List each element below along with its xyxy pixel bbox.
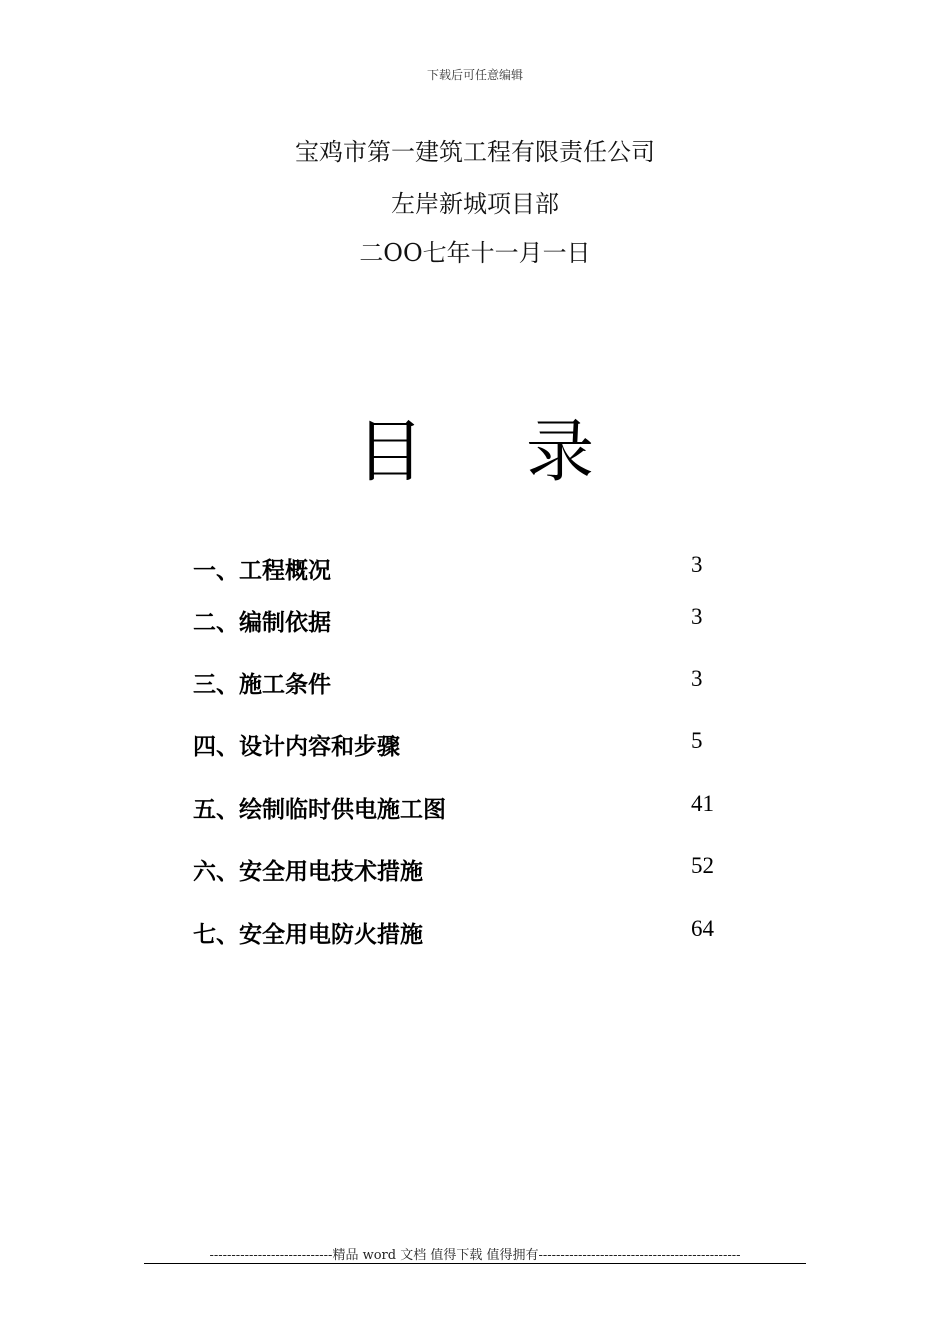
toc-entry[interactable] [193,728,753,764]
toc-entry-label: 六、安全用电技术措施 [193,859,423,885]
toc-entry[interactable] [193,552,753,588]
toc-entry-label: 五、绘制临时供电施工图 [193,797,446,823]
toc-title-char-2: 录 [525,413,594,492]
department-name: 左岸新城项目部 [391,190,559,218]
toc-entry[interactable] [193,853,753,889]
toc-entry-page: 3 [691,604,703,629]
toc-entry-page: 41 [691,791,714,816]
toc-title [0,398,950,495]
toc-entry[interactable] [193,604,753,640]
toc-entry-label: 二、编制依据 [193,610,331,636]
toc-entry-page: 52 [691,853,714,878]
toc-entry[interactable] [193,916,753,952]
toc-title-char-1: 目 [355,413,424,492]
toc-entry-page: 3 [691,666,703,691]
toc-entry-page: 5 [691,728,703,753]
toc-entry-page: 3 [691,552,703,577]
toc-entry-label: 三、施工条件 [193,672,331,698]
toc-entry[interactable] [193,791,753,827]
company-name: 宝鸡市第一建筑工程有限责任公司 [295,138,655,166]
document-date: 二OO七年十一月一日 [359,239,591,267]
toc-entry-label: 一、工程概况 [193,558,331,584]
toc-entry[interactable] [193,666,753,702]
footer-note: ----------------------------精品 word 文档 值得下载 值得拥有---------------------------------------------- [209,1248,741,1263]
header-note: 下载后可任意编辑 [426,68,523,82]
footer-divider [144,1263,806,1264]
toc-entry-label: 四、设计内容和步骤 [193,734,400,760]
toc-entry-label: 七、安全用电防火措施 [193,922,423,948]
toc-entry-page: 64 [691,916,714,941]
